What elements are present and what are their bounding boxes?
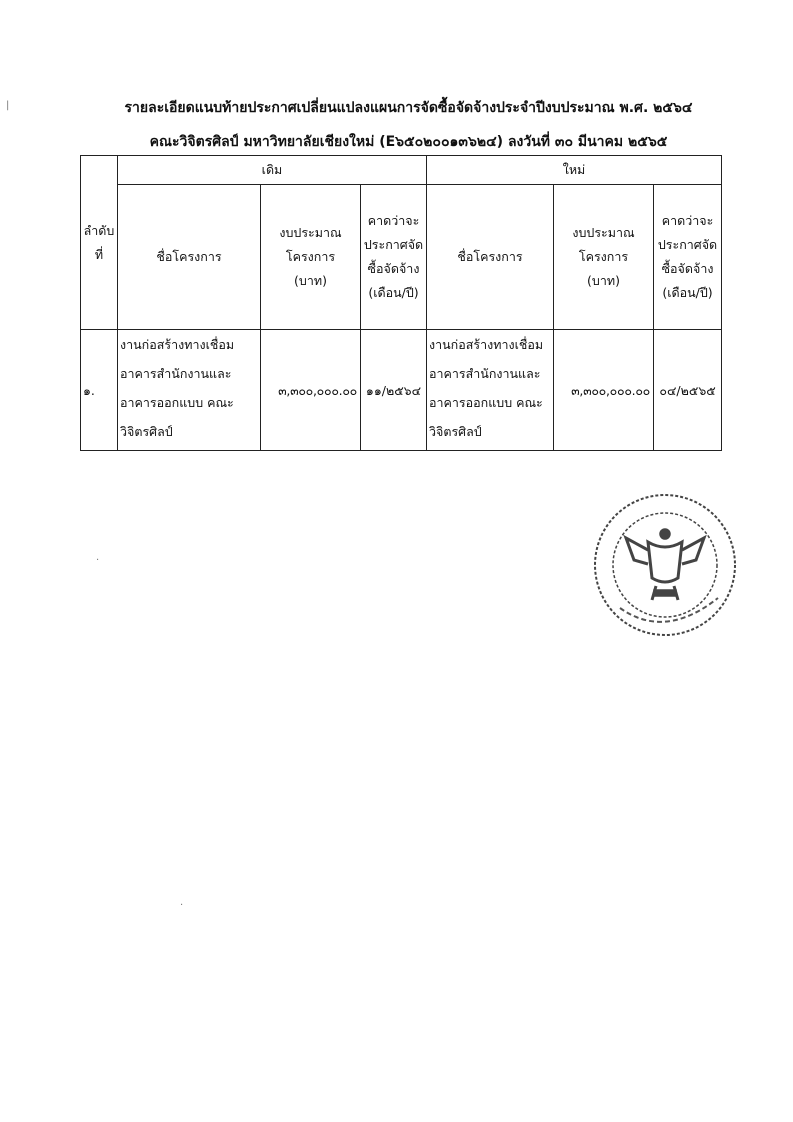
scan-mark: | xyxy=(6,100,10,111)
header-old-expected-date: คาดว่าจะประกาศจัดซื้อจัดจ้าง (เดือน/ปี) xyxy=(361,185,427,330)
document-subtitle: คณะวิจิตรศิลป์ มหาวิทยาลัยเชียงใหม่ (E๖๕๐๒๐๐๑๓๖๒๔) ลงวันที่ ๓๐ มีนาคม ๒๕๖๕ xyxy=(149,134,668,150)
scan-dot: · xyxy=(180,900,184,911)
header-new-budget: งบประมาณโครงการ (บาท) xyxy=(554,185,654,330)
row-old-project-name: งานก่อสร้างทางเชื่อมอาคารสำนักงานและอาคารออกแบบ คณะวิจิตรศิลป์ xyxy=(118,330,261,451)
row-new-budget: ๓,๓๐๐,๐๐๐.๐๐ xyxy=(554,330,654,451)
header-new-project-name: ชื่อโครงการ xyxy=(427,185,554,330)
header-old-project-name: ชื่อโครงการ xyxy=(118,185,261,330)
row-old-expected-date: ๑๑/๒๕๖๔ xyxy=(361,330,427,451)
garuda-seal-icon xyxy=(590,490,740,640)
table-group-header-row xyxy=(81,156,722,185)
row-new-expected-date: ๐๔/๒๕๖๕ xyxy=(654,330,722,451)
header-group-old: เดิม xyxy=(118,156,427,185)
header-group-new: ใหม่ xyxy=(427,156,722,185)
scan-dot: · xyxy=(96,555,100,566)
header-old-budget: งบประมาณโครงการ (บาท) xyxy=(261,185,361,330)
header-new-expected-date: คาดว่าจะประกาศจัดซื้อจัดจ้าง (เดือน/ปี) xyxy=(654,185,722,330)
row-new-project-name: งานก่อสร้างทางเชื่อมอาคารสำนักงานและอาคารออกแบบ คณะวิจิตรศิลป์ xyxy=(427,330,554,451)
document-title: รายละเอียดแนบท้ายประกาศเปลี่ยนแปลงแผนการจัดซื้อจัดจ้างประจำปีงบประมาณ พ.ศ. ๒๕๖๔ xyxy=(124,100,693,116)
header-seq: ลำดับที่ xyxy=(81,156,118,330)
row-old-budget: ๓,๓๐๐,๐๐๐.๐๐ xyxy=(261,330,361,451)
procurement-plan-table xyxy=(80,155,722,451)
table-row xyxy=(81,330,722,451)
row-seq: ๑. xyxy=(81,330,118,451)
table-column-header-row xyxy=(81,185,722,330)
